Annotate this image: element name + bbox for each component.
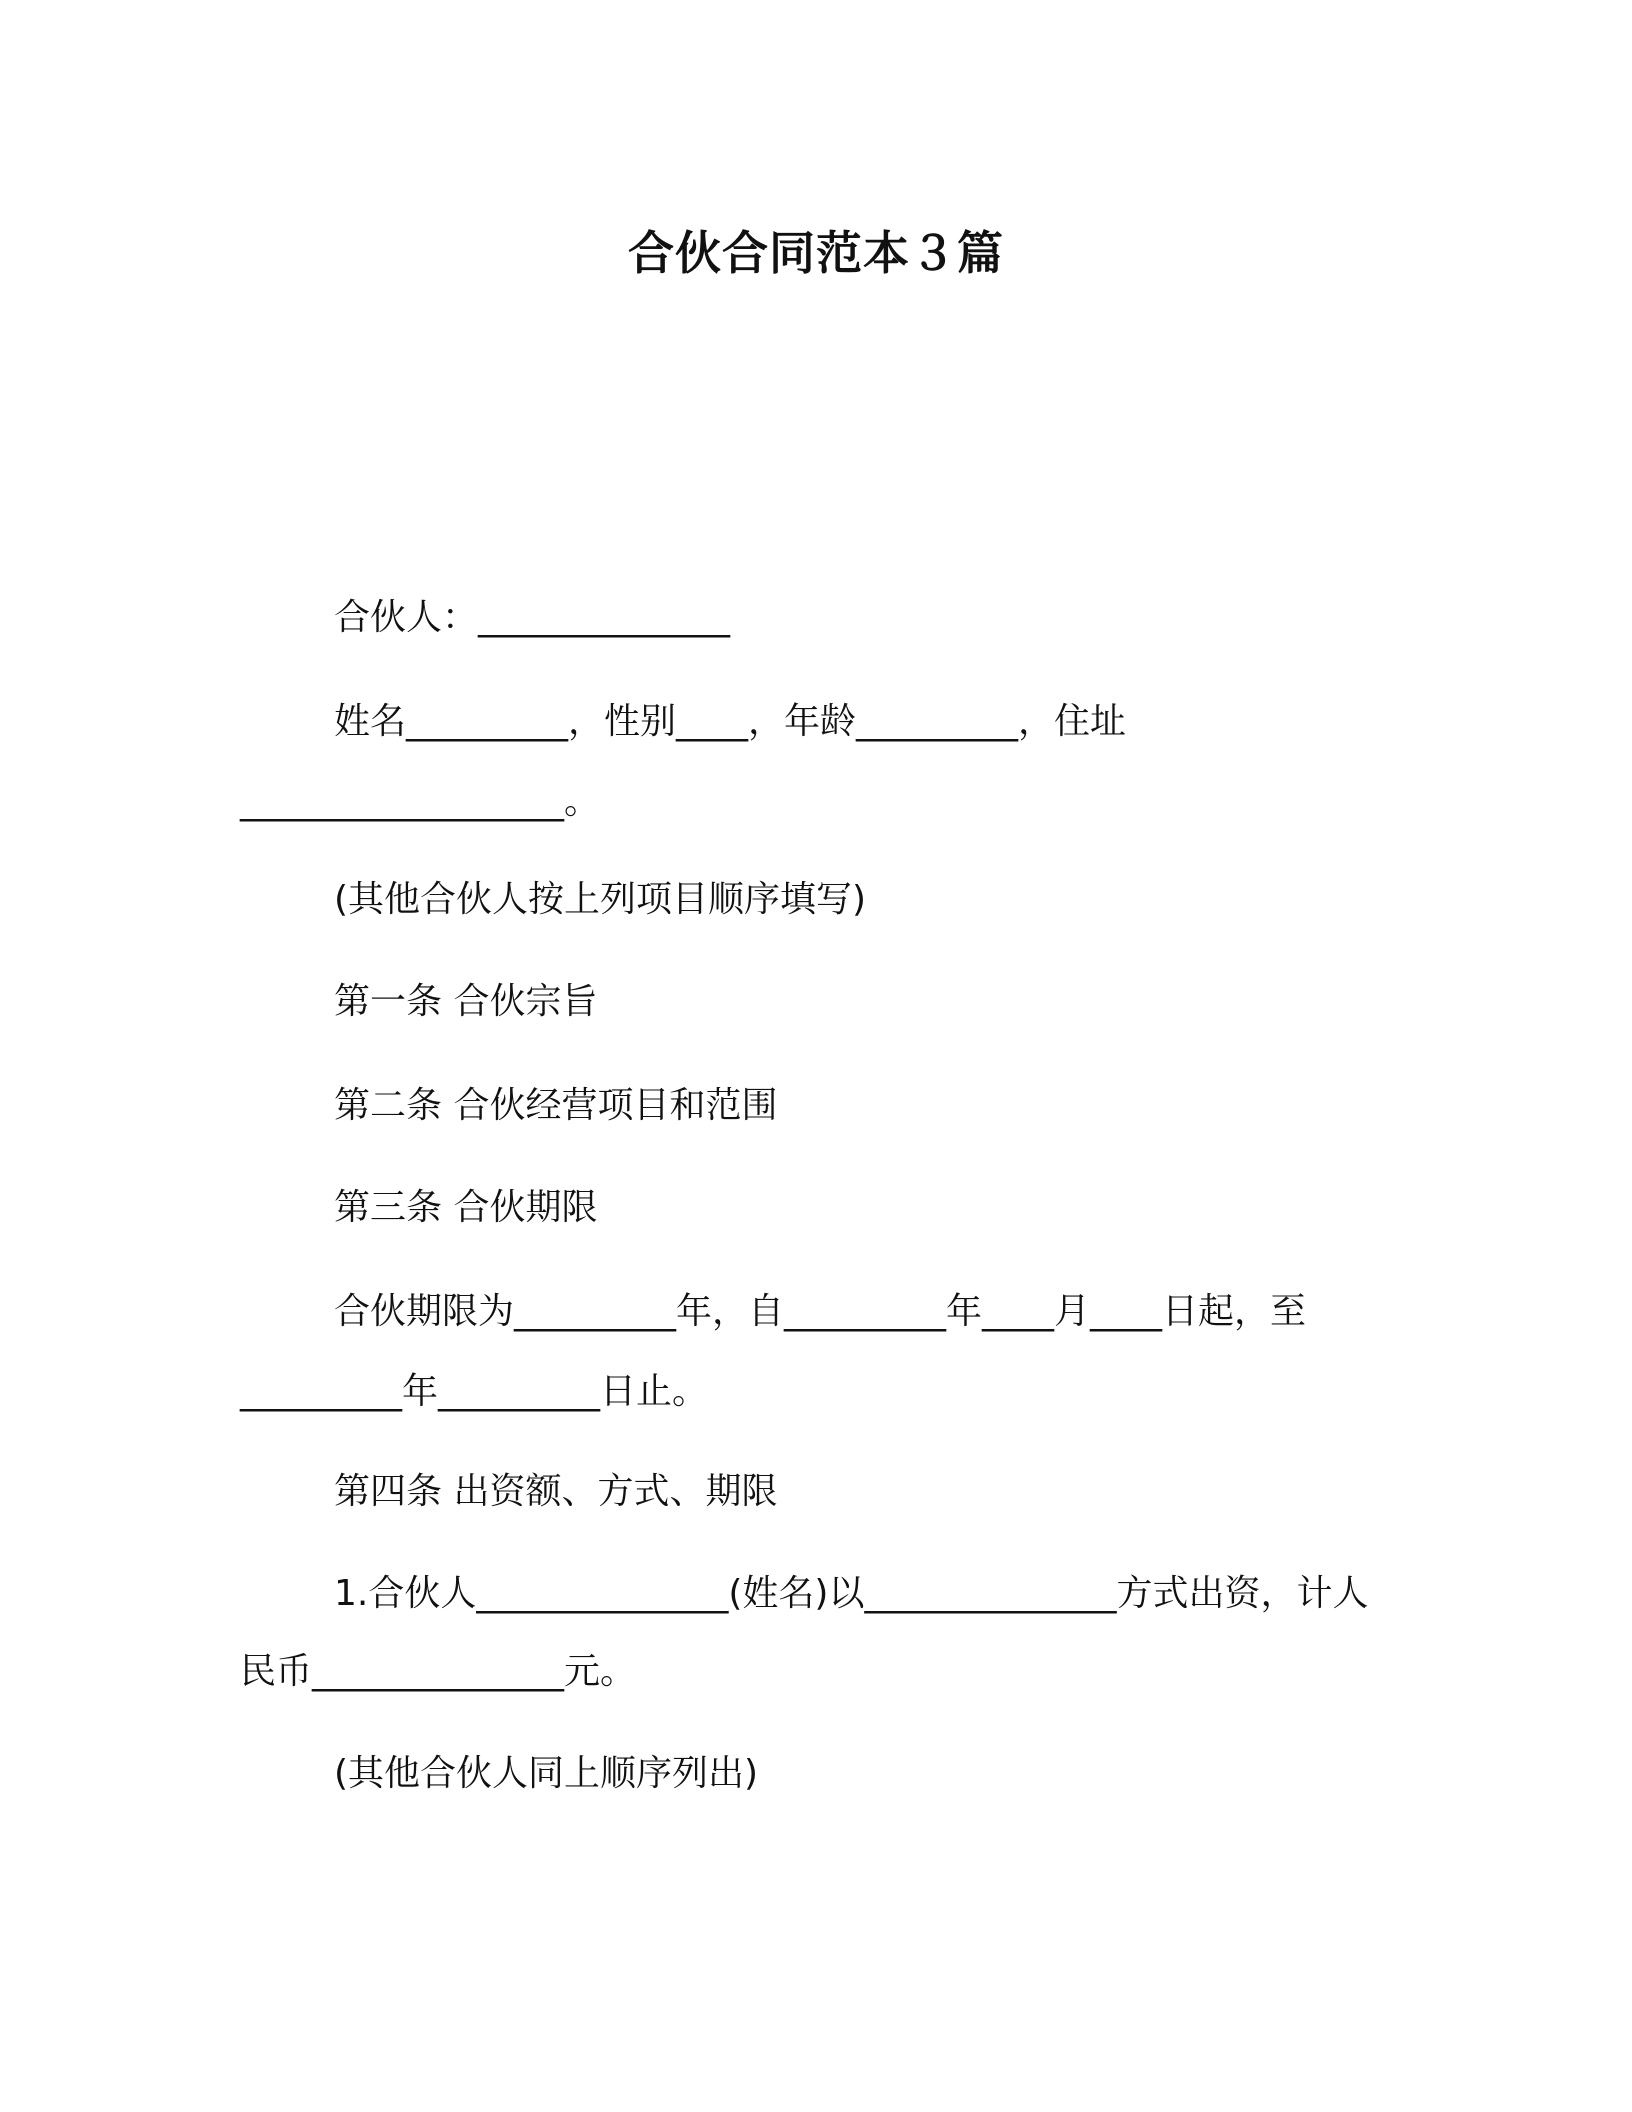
article-4-heading: 第四条 出资额、方式、期限 xyxy=(334,1471,778,1512)
contribution-line: 1.合伙人______________(姓名)以______________方式出资，计人 xyxy=(334,1573,1369,1614)
term-end-line: _________年_________日止。 xyxy=(240,1371,709,1412)
article-1-heading: 第一条 合伙宗旨 xyxy=(334,981,598,1022)
article-2-heading: 第二条 合伙经营项目和范围 xyxy=(334,1085,778,1126)
other-partners-order-note: (其他合伙人同上顺序列出) xyxy=(334,1753,759,1794)
partner-line: 合伙人：______________ xyxy=(334,597,731,638)
contribution-amount-line: 民币______________元。 xyxy=(240,1651,637,1692)
document-title: 合伙合同范本３篇 xyxy=(628,226,1004,280)
article-3-heading: 第三条 合伙期限 xyxy=(334,1187,598,1228)
term-line: 合伙期限为_________年，自_________年____月____日起，至 xyxy=(334,1291,1307,1332)
other-partners-note: (其他合伙人按上列项目顺序填写) xyxy=(334,879,867,920)
partner-info-line: 姓名_________，性别____，年龄_________，住址 xyxy=(334,701,1127,742)
partner-address-line: __________________。 xyxy=(240,781,600,822)
